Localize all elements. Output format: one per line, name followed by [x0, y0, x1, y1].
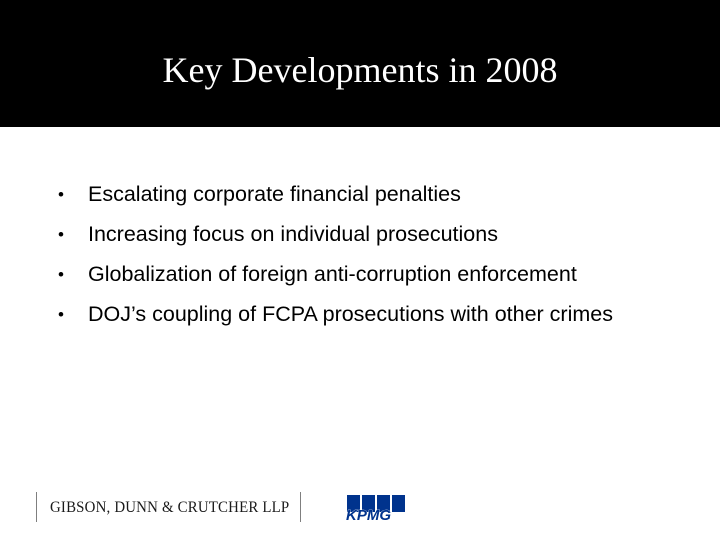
bullet-item — [58, 260, 678, 289]
bullet-list — [58, 180, 678, 340]
kpmg-logo — [345, 495, 409, 522]
bullet-text: DOJ’s coupling of FCPA prosecutions with other crimes — [88, 302, 613, 326]
bullet-icon: • — [58, 185, 64, 204]
kpmg-logo-text: KPMG — [346, 507, 391, 522]
bullet-icon: • — [58, 265, 64, 284]
bullet-item — [58, 220, 678, 249]
bullet-text: Increasing focus on individual prosecutions — [88, 222, 498, 246]
bullet-text: Globalization of foreign anti-corruption enforcement — [88, 262, 577, 286]
gibson-dunn-logo: GIBSON, DUNN & CRUTCHER LLP — [50, 499, 290, 516]
bullet-text: Escalating corporate financial penalties — [88, 182, 461, 206]
bullet-item — [58, 300, 678, 329]
footer-divider-right — [300, 492, 301, 522]
title-bar — [0, 0, 720, 127]
kpmg-logo-block-4 — [392, 495, 405, 512]
bullet-item — [58, 180, 678, 209]
bullet-icon: • — [58, 225, 64, 244]
footer-divider-left — [36, 492, 37, 522]
slide-title: Key Developments in 2008 — [162, 50, 558, 90]
bullet-icon: • — [58, 305, 64, 324]
